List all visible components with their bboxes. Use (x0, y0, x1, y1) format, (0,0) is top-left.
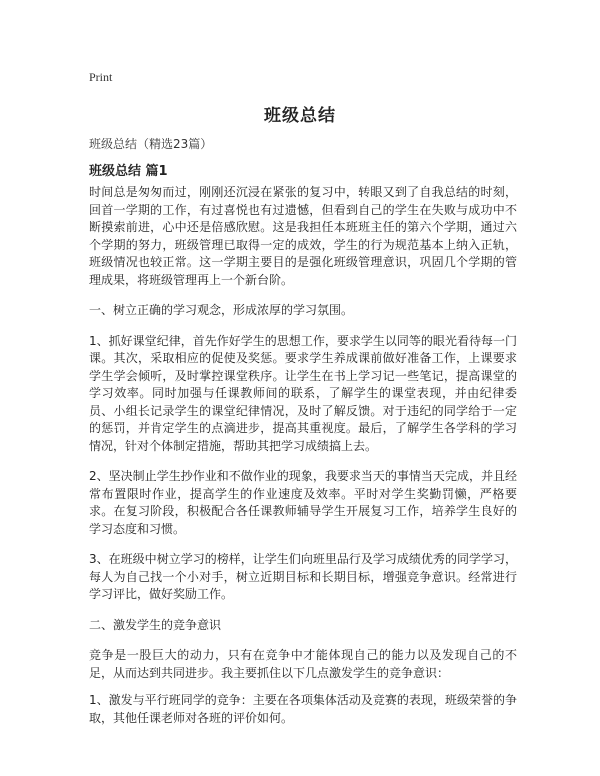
section-heading: 班级总结 篇1 (89, 164, 168, 179)
paragraph-intro: 时间总是匆匆而过，刚刚还沉浸在紧张的复习中，转眼又到了自我总结的时刻，回首一学期的工作，有过喜悦也有过遗憾，但看到自己的学生在失败与成功中不断摸索前进，心中还是倍感欣慰。这是我担任本班班主任的第六个学期，通过六个学期的努力，班级管理已取得一定的成效，学生的行为规范基本上纳入正轨，班级情况也较正常。这一学期主要目的是强化班级管理意识，巩固几个学期的管理成果，将班级管理再上一个新台阶。 (89, 185, 517, 287)
paragraph-competition-intro: 竞争是一股巨大的动力，只有在竞争中才能体现自己的能力以及发现自己的不足，从而达到共同进步。我主要抓住以下几点激发学生的竞争意识： (89, 648, 517, 680)
page-title: 班级总结 (264, 106, 336, 126)
document-subtitle: 班级总结（精选23篇） (89, 137, 213, 151)
heading-learning-atmosphere: 一、树立正确的学习观念，形成浓厚的学习氛围。 (89, 303, 354, 317)
article-body (89, 184, 517, 740)
print-link[interactable]: Print (89, 70, 113, 84)
paragraph-role-models: 3、在班级中树立学习的榜样，让学生们向班里品行及学习成绩优秀的同学学习，每人为自己找一个小对手，树立近期目标和长期目标，增强竞争意识。经常进行学习评比，做好奖励工作。 (89, 552, 517, 601)
heading-competition: 二、激发学生的竞争意识 (89, 617, 222, 632)
paragraph-classroom-discipline: 1、抓好课堂纪律，首先作好学生的思想工作，要求学生以同等的眼光看待每一门课。其次，采取相应的促使及奖惩。要求学生养成课前做好准备工作，上课要求学生学会倾听，及时掌控课堂秩序。让学生在书上学习记一些笔记，提高课堂的学习效率。同时加强与任课教师间的联系，了解学生的课堂表现，并由纪律委员、小组长记录学生的课堂纪律情况，及时了解反馈。对于违纪的同学给于一定的惩罚，并肯定学生的点滴进步，提高其重视度。最后，了解学生各学科的学习情况，针对个体制定措施，帮助其把学习成绩搞上去。 (89, 333, 517, 453)
paragraph-parallel-class: 1、激发与平行班同学的竞争：主要在各项集体活动及竞赛的表现，班级荣誉的争取，其他任课老师对各班的评价如何。 (89, 693, 517, 725)
paragraph-homework: 2、坚决制止学生抄作业和不做作业的现象，我要求当天的事情当天完成，并且经常布置限时作业，提高学生的作业速度及效率。平时对学生奖勤罚懒，严格要求。在复习阶段，积极配合各任课教师辅导学生开展复习工作，培养学生良好的学习态度和习惯。 (89, 469, 517, 536)
